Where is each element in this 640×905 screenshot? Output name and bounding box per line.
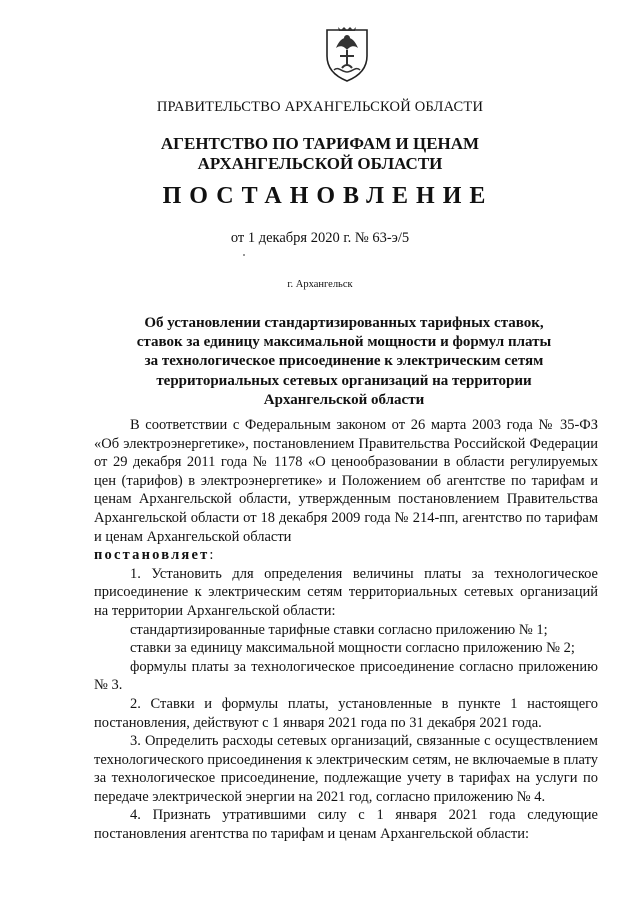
paragraph-1-item-a: стандартизированные тарифные ставки согласно приложению № 1; [130,621,548,638]
stray-mark [243,254,245,256]
paragraph-1: 1. Установить для определения величины платы за технологическое присоединение к электрическим сетям территориальных сетевых организаций на территории Архангельской области: [94,565,598,619]
resolves-colon: : [209,547,214,564]
agency-name [0,134,640,174]
document-city: г. Архангельск [287,279,353,290]
paragraph-4: 4. Признать утратившими силу с 1 января 2021 года следующие постановления агентства по тарифам и ценам Архангельской области: [94,807,598,843]
paragraph-2: 2. Ставки и формулы платы, установленные в пункте 1 настоящего постановления, действуют с 1 января 2021 года по 31 декабря 2021 года. [94,695,598,731]
document-type: ПОСТАНОВЛЕНИЕ [162,183,494,209]
agency-name-line2: АРХАНГЕЛЬСКОЙ ОБЛАСТИ [197,154,443,173]
document-body [94,416,598,844]
government-name: ПРАВИТЕЛЬСТВО АРХАНГЕЛЬСКОЙ ОБЛАСТИ [156,99,484,115]
coat-of-arms-emblem [322,26,372,82]
document-subject [110,314,578,410]
paragraph-1-item-c: формулы платы за технологическое присоединение согласно приложению № 3. [94,658,598,694]
subject-line: Архангельской области [263,391,425,408]
resolves-word: постановляет [94,547,210,564]
subject-line: территориальных сетевых организаций на территории [156,372,532,389]
subject-line: ставок за единицу максимальной мощности и формул платы [136,334,552,351]
subject-line: Об установлении стандартизированных тарифных ставок, [144,315,544,331]
paragraph-1-item-b: ставки за единицу максимальной мощности согласно приложению № 2; [130,640,575,657]
preamble-paragraph: В соответствии с Федеральным законом от 26 марта 2003 года № 35-ФЗ «Об электроэнергетике», постановлением Правительства Российской Федерации от 29 декабря 2011 года № 1178 «О ценообразовании в области регулируемых цен (тарифов) в электроэнергетике» и Положением об агентстве по тарифам и ценам Архангельской области, утвержденным постановлением Правительства Архангельской области от 18 декабря 2009 года № 214-пп, агентство по тарифам и ценам Архангельской области [94,417,598,545]
subject-line: за технологическое присоединение к электрическим сетям [144,353,544,370]
document-date-number: от 1 декабря 2020 г. № 63-э/5 [230,230,410,246]
paragraph-3: 3. Определить расходы сетевых организаций, связанные с осуществлением технологического присоединения к электрическим сетям, не включаемые в плату за технологическое присоединение, подлежащие учету в тарифах на услуги по передаче электрической энергии на 2021 год, согласно приложению № 4. [94,733,598,805]
agency-name-line1: АГЕНТСТВО ПО ТАРИФАМ И ЦЕНАМ [160,134,480,153]
resolves-line [94,546,598,565]
